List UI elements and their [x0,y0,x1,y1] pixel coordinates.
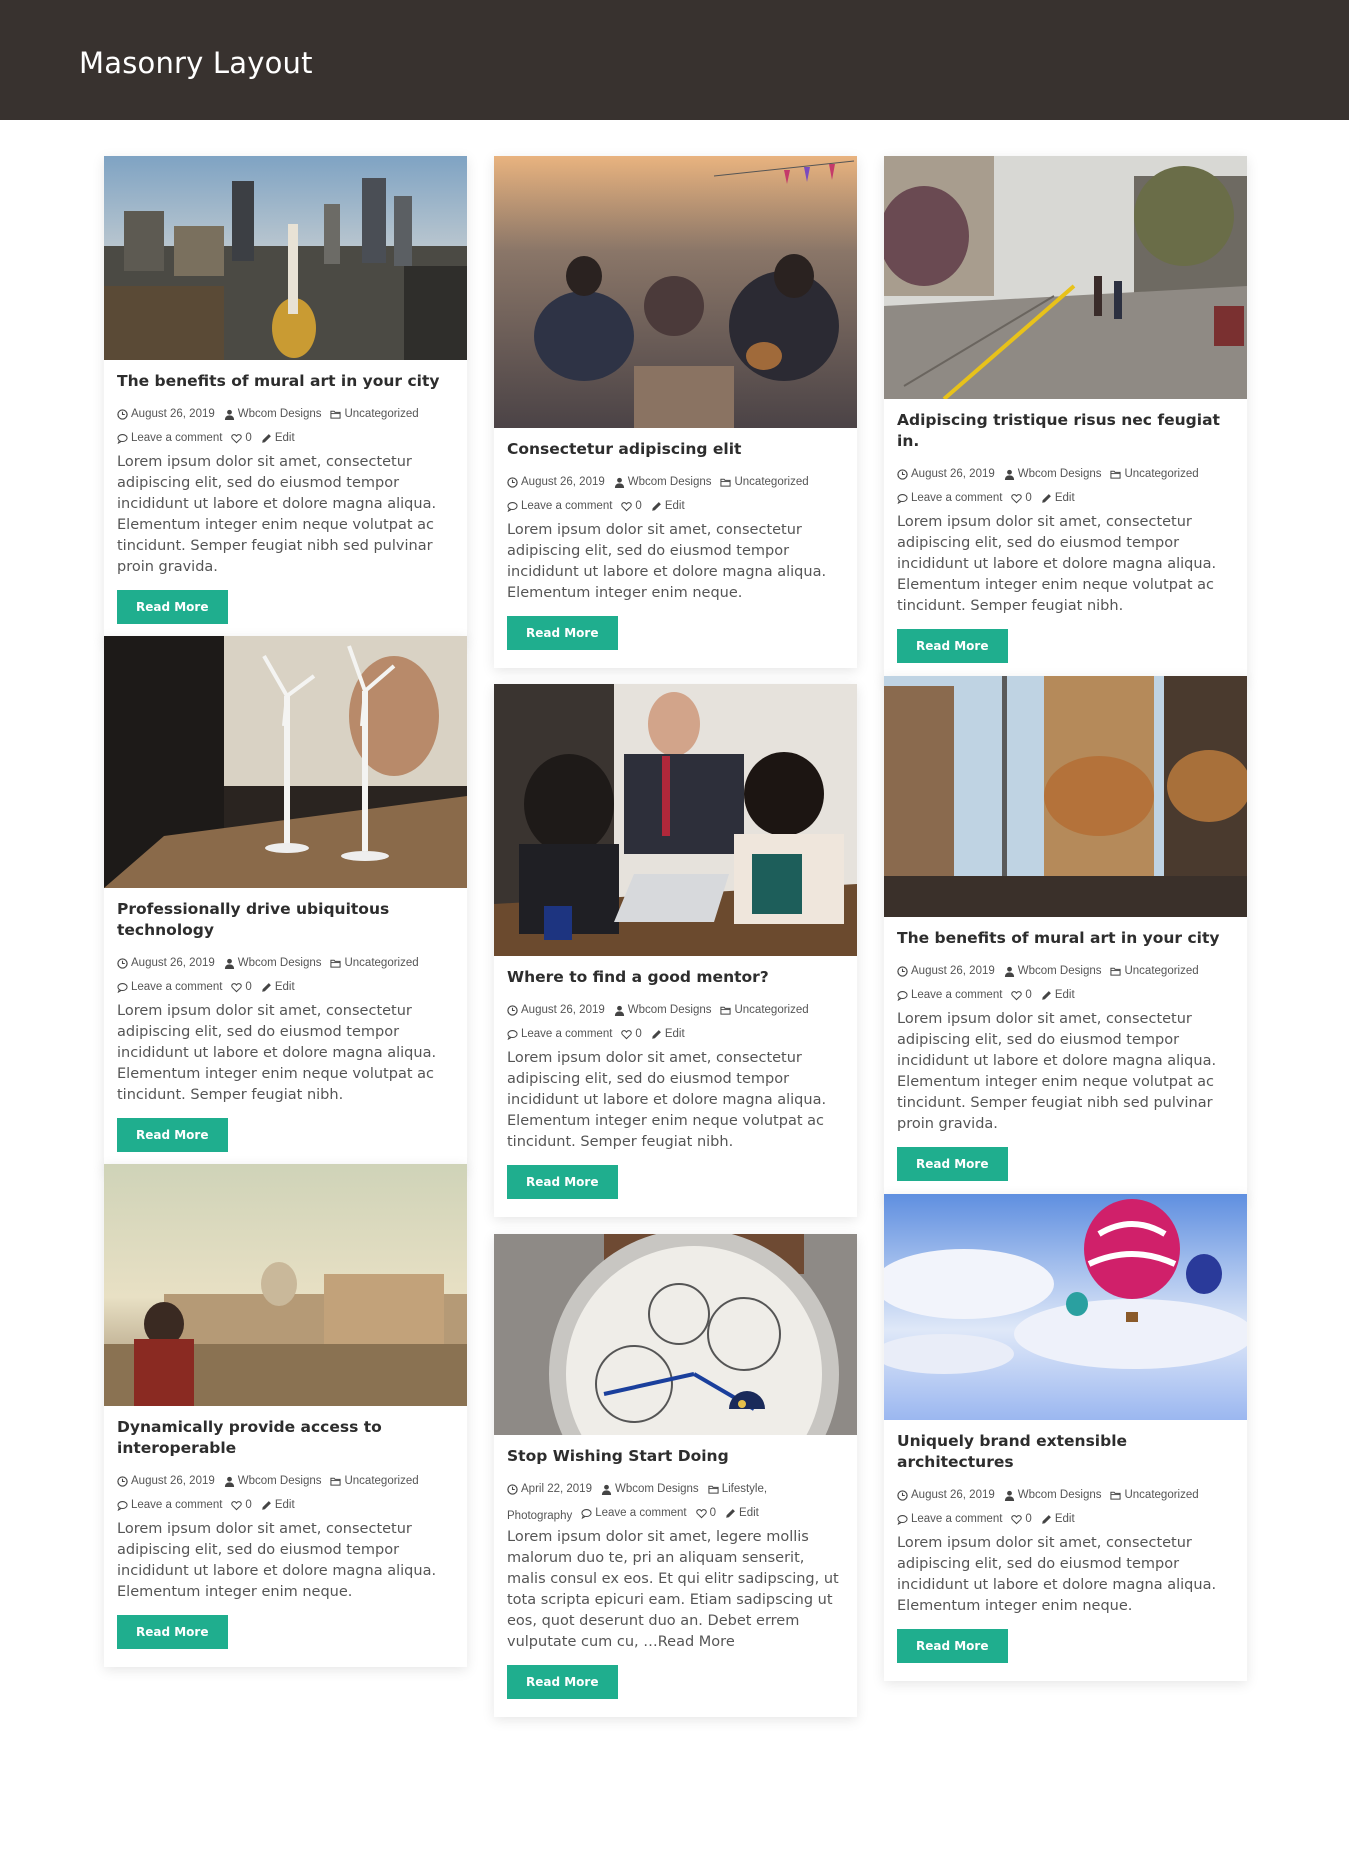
leave-comment-link[interactable]: Leave a comment [897,985,1002,1006]
post-meta [117,404,454,452]
pencil-icon [651,501,662,512]
post-excerpt: Lorem ipsum dolor sit amet, consectetur adipiscing elit, sed do eiusmod tempor incididunt ut labore et dolore magna aliqua. Elementum integer enim neque. [897,1534,1217,1614]
folder-icon [330,958,341,969]
like-button[interactable]: 0 [1011,1509,1031,1530]
post-category[interactable]: Uncategorized [1110,464,1198,485]
leave-comment-link[interactable]: Leave a comment [507,496,612,517]
post-excerpt: Lorem ipsum dolor sit amet, consectetur adipiscing elit, sed do eiusmod tempor incididunt ut labore et dolore magna aliqua. Elementum integer enim neque volutpat ac tincidunt. Semper feugiat nibh. [117,1002,437,1103]
user-icon [1004,966,1015,977]
post-date[interactable]: August 26, 2019 [117,953,215,974]
post-author[interactable]: Wbcom Designs [1004,961,1102,982]
heart-icon [1011,990,1022,1001]
post-meta [897,464,1234,512]
post-meta [897,1485,1234,1533]
post-card [884,156,1247,681]
like-button[interactable]: 0 [1011,488,1031,509]
leave-comment-link[interactable]: Leave a comment [117,1495,222,1516]
page-title: Masonry Layout [79,46,313,80]
post-excerpt: Lorem ipsum dolor sit amet, legere mollis malorum duo te, pri an aliquam senserit, malis consul ex eos. Et qui elitr sadipscing, ut tota scripta epicuri eam. Etiam sadipscing ut eos, quot deserunt duo an. Debet errem vulputate cum cu, …Read More [507,1528,839,1650]
heart-icon [1011,493,1022,504]
clock-icon [117,1476,128,1487]
edit-link[interactable]: Edit [1041,1509,1075,1530]
folder-icon [720,1005,731,1016]
post-card [884,676,1247,1199]
post-author[interactable]: Wbcom Designs [614,472,712,493]
post-card [494,1234,857,1717]
post-meta [117,953,454,1001]
comment-icon [117,433,128,444]
edit-link[interactable]: Edit [1041,985,1075,1006]
post-date[interactable]: August 26, 2019 [897,961,995,982]
post-date[interactable]: August 26, 2019 [117,404,215,425]
post-meta [507,472,844,520]
comment-icon [897,1514,908,1525]
post-thumbnail[interactable] [494,1234,857,1435]
like-button[interactable]: 0 [1011,985,1031,1006]
post-date[interactable]: August 26, 2019 [897,1485,995,1506]
post-title[interactable]: The benefits of mural art in your city [897,929,1220,947]
read-more-button[interactable]: Read More [507,616,618,650]
post-excerpt: Lorem ipsum dolor sit amet, consectetur adipiscing elit, sed do eiusmod tempor incididunt ut labore et dolore magna aliqua. Elementum integer enim neque volutpat ac tincidunt. Semper feugiat nibh sed pulvinar proin gravida. [117,453,437,575]
like-button[interactable]: 0 [696,1503,716,1524]
edit-link[interactable]: Edit [261,428,295,449]
post-date[interactable]: August 26, 2019 [507,1000,605,1021]
post-excerpt: Lorem ipsum dolor sit amet, consectetur adipiscing elit, sed do eiusmod tempor incididunt ut labore et dolore magna aliqua. Elementum integer enim neque volutpat ac tincidunt. Semper feugiat nibh. [507,1049,827,1150]
edit-link[interactable]: Edit [651,1024,685,1045]
like-button[interactable]: 0 [621,496,641,517]
edit-link[interactable]: Edit [261,1495,295,1516]
like-button[interactable]: 0 [231,977,251,998]
post-category-photography[interactable]: Photography [507,1509,573,1522]
post-author[interactable]: Wbcom Designs [224,404,322,425]
like-button[interactable]: 0 [231,428,251,449]
post-category[interactable]: Uncategorized [1110,1485,1198,1506]
post-meta [507,1000,844,1048]
wind-turbine-models-image [104,636,467,888]
post-title[interactable]: Consectetur adipiscing elit [507,440,742,458]
comment-icon [897,990,908,1001]
post-author[interactable]: Wbcom Designs [601,1479,699,1500]
user-icon [614,1005,625,1016]
post-excerpt: Lorem ipsum dolor sit amet, consectetur adipiscing elit, sed do eiusmod tempor incididunt ut labore et dolore magna aliqua. Elementum integer enim neque volutpat ac tincidunt. Semper feugiat nibh. [897,513,1217,614]
folder-icon [330,409,341,420]
post-date[interactable]: August 26, 2019 [507,472,605,493]
read-more-button[interactable]: Read More [897,1629,1008,1663]
post-thumbnail[interactable] [494,684,857,956]
post-category[interactable]: Uncategorized [720,472,808,493]
city-street-image [884,156,1247,399]
folder-icon [1110,1490,1121,1501]
post-card [104,1164,467,1667]
comment-icon [507,1029,518,1040]
edit-link[interactable]: Edit [1041,488,1075,509]
post-card [884,1194,1247,1681]
post-title[interactable]: Dynamically provide access to interoperable [117,1418,382,1457]
post-thumbnail[interactable] [104,156,467,360]
clock-icon [507,477,518,488]
post-thumbnail[interactable] [884,156,1247,399]
like-button[interactable]: 0 [231,1495,251,1516]
post-category[interactable]: Lifestyle, [708,1479,767,1500]
pencil-icon [261,433,272,444]
post-author[interactable]: Wbcom Designs [224,1471,322,1492]
site-header [0,0,1349,120]
folder-icon [720,477,731,488]
post-excerpt: Lorem ipsum dolor sit amet, consectetur adipiscing elit, sed do eiusmod tempor incididunt ut labore et dolore magna aliqua. Elementum integer enim neque. [507,521,827,601]
user-icon [224,409,235,420]
post-title[interactable]: Adipiscing tristique risus nec feugiat in. [897,411,1220,450]
post-card [104,636,467,1170]
leave-comment-link[interactable]: Leave a comment [117,428,222,449]
leave-comment-link[interactable]: Leave a comment [897,1509,1002,1530]
rome-view-image [104,1164,467,1406]
city-skyline-image [104,156,467,360]
post-author[interactable]: Wbcom Designs [224,953,322,974]
post-card [494,684,857,1217]
pencil-icon [1041,990,1052,1001]
user-icon [224,958,235,969]
post-thumbnail[interactable] [494,156,857,428]
heart-icon [231,433,242,444]
post-category[interactable]: Uncategorized [330,953,418,974]
clock-icon [117,958,128,969]
post-author[interactable]: Wbcom Designs [1004,1485,1102,1506]
user-icon [601,1484,612,1495]
leave-comment-link[interactable]: Leave a comment [897,488,1002,509]
like-button[interactable]: 0 [621,1024,641,1045]
clock-icon [117,409,128,420]
read-more-button[interactable]: Read More [117,1118,228,1152]
heart-icon [231,1500,242,1511]
read-more-button[interactable]: Read More [117,1615,228,1649]
hot-air-balloons-image [884,1194,1247,1420]
post-excerpt: Lorem ipsum dolor sit amet, consectetur adipiscing elit, sed do eiusmod tempor incididunt ut labore et dolore magna aliqua. Elementum integer enim neque volutpat ac tincidunt. Semper feugiat nibh sed pulvinar proin gravida. [897,1010,1217,1132]
post-category[interactable]: Uncategorized [720,1000,808,1021]
watch-closeup-image [494,1234,857,1435]
pencil-icon [1041,493,1052,504]
rooftop-party-image [494,156,857,428]
clock-icon [507,1484,518,1495]
heart-icon [621,1029,632,1040]
post-meta [897,961,1234,1009]
post-title[interactable]: The benefits of mural art in your city [117,372,440,390]
post-thumbnail[interactable] [884,676,1247,917]
post-meta [117,1471,454,1519]
post-thumbnail[interactable] [104,1164,467,1406]
edit-link[interactable]: Edit [651,496,685,517]
comment-icon [117,982,128,993]
folder-icon [330,1476,341,1487]
post-date[interactable]: August 26, 2019 [897,464,995,485]
clock-icon [507,1005,518,1016]
post-category[interactable]: Uncategorized [1110,961,1198,982]
user-icon [614,477,625,488]
pencil-icon [651,1029,662,1040]
pencil-icon [1041,1514,1052,1525]
post-title[interactable]: Professionally drive ubiquitous technology [117,900,390,939]
comment-icon [897,493,908,504]
post-meta [507,1479,844,1527]
heart-icon [621,501,632,512]
post-card [104,156,467,642]
post-title[interactable]: Where to find a good mentor? [507,968,769,986]
read-more-button[interactable]: Read More [897,629,1008,663]
leave-comment-link[interactable]: Leave a comment [117,977,222,998]
post-category[interactable]: Uncategorized [330,404,418,425]
post-title[interactable]: Uniquely brand extensible architectures [897,1432,1128,1471]
post-thumbnail[interactable] [104,636,467,888]
clock-icon [897,1490,908,1501]
post-title[interactable]: Stop Wishing Start Doing [507,1447,729,1465]
read-more-button[interactable]: Read More [897,1147,1008,1181]
heart-icon [696,1508,707,1519]
edit-link[interactable]: Edit [725,1503,759,1524]
comment-icon [581,1508,592,1519]
clock-icon [897,966,908,977]
comment-icon [117,1500,128,1511]
pencil-icon [261,1500,272,1511]
post-date[interactable]: April 22, 2019 [507,1479,592,1500]
post-date[interactable]: August 26, 2019 [117,1471,215,1492]
pencil-icon [725,1508,736,1519]
post-excerpt: Lorem ipsum dolor sit amet, consectetur adipiscing elit, sed do eiusmod tempor incididunt ut labore et dolore magna aliqua. Elementum integer enim neque. [117,1520,437,1600]
clock-icon [897,469,908,480]
comment-icon [507,501,518,512]
leave-comment-link[interactable]: Leave a comment [581,1503,686,1524]
folder-icon [1110,966,1121,977]
heart-icon [1011,1514,1022,1525]
post-author[interactable]: Wbcom Designs [1004,464,1102,485]
post-thumbnail[interactable] [884,1194,1247,1420]
heart-icon [231,982,242,993]
read-more-button[interactable]: Read More [507,1665,618,1699]
read-more-button[interactable]: Read More [507,1165,618,1199]
user-icon [224,1476,235,1487]
office-meeting-image [494,684,857,956]
user-icon [1004,1490,1015,1501]
user-icon [1004,469,1015,480]
post-category[interactable]: Uncategorized [330,1471,418,1492]
folder-icon [708,1484,719,1495]
post-author[interactable]: Wbcom Designs [614,1000,712,1021]
folder-icon [1110,469,1121,480]
palm-tree-street-image [884,676,1247,917]
leave-comment-link[interactable]: Leave a comment [507,1024,612,1045]
read-more-button[interactable]: Read More [117,590,228,624]
post-card [494,156,857,668]
edit-link[interactable]: Edit [261,977,295,998]
pencil-icon [261,982,272,993]
